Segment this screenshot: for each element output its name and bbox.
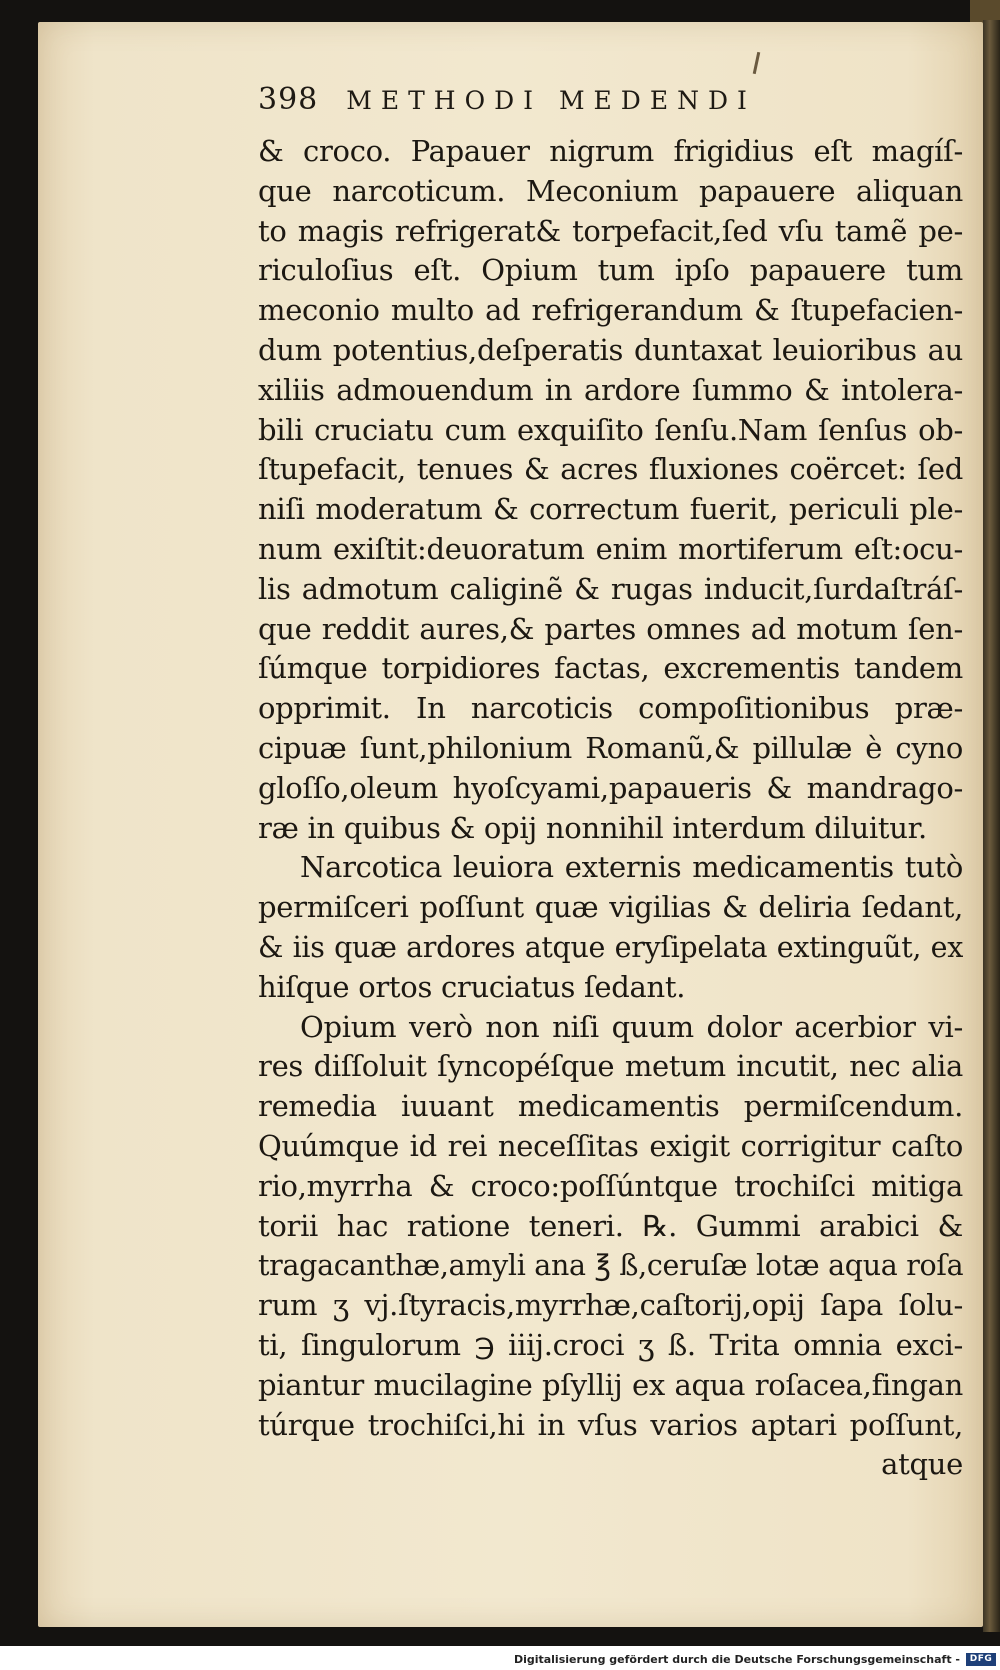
text-line: riculoſius eſt. Opium tum ipſo papauere tum xyxy=(258,253,963,288)
text-line: xiliis admouendum in ardore ſummo & intolera- xyxy=(258,372,963,407)
text-line: & croco. Papauer nigrum frigidius eſt magíſ- xyxy=(258,134,963,168)
text-line: lis admotum caliginẽ & rugas inducit,ſurdaſtráſ- xyxy=(258,571,963,606)
text-line: res diſſoluit ſyncopéſque metum incutit, nec alia xyxy=(258,1049,963,1084)
running-title: METHODI MEDENDI xyxy=(346,86,756,115)
catchword: atque xyxy=(881,1447,963,1482)
text-line: Opium verò non niſi quum dolor acerbior vi- xyxy=(300,1009,963,1044)
text-line: que reddit aures,& partes omnes ad motum ſen- xyxy=(258,611,963,646)
text-line: piantur mucilagine pſyllij ex aqua roſacea,fingan xyxy=(258,1367,963,1402)
footer-credit: Digitalisierung gefördert durch die Deutsche Forschungsgemeinschaft - xyxy=(513,1652,960,1666)
text-line: ſtupefacit, tenues & acres fluxiones coërcet: ſed xyxy=(258,452,963,487)
text-line: torii hac ratione teneri. ℞. Gummi arabici & xyxy=(258,1208,963,1243)
text-line: remedia iuuant medicamentis permiſcendum. xyxy=(258,1089,963,1124)
text-line: & iis quæ ardores atque eryſipelata extinguũt, ex xyxy=(258,930,963,964)
text-line: hiſque ortos cruciatus ſedant. xyxy=(258,969,686,1004)
text-line: gloſſo,oleum hyoſcyami,papaueris & mandrago- xyxy=(258,770,963,805)
text-line: rum ʒ vj.ſtyracis,myrrhæ,caſtorij,opij ſapa ſolu- xyxy=(258,1288,963,1323)
text-line: ſúmque torpidiores factas, excrementis tandem xyxy=(258,651,963,686)
text-line: que narcoticum. Meconium papauere aliquan xyxy=(258,173,963,208)
text-line: num exiſtit:deuoratum enim mortiferum eſt:ocu- xyxy=(258,531,963,566)
text-line: tragacanthæ,amyli ana ℥ ß,ceruſæ lotæ aqua roſa xyxy=(258,1249,964,1283)
text-line: ræ in quibus & opij nonnihil interdum diluitur. xyxy=(258,810,927,845)
text-line: cipuæ ſunt,philonium Romanũ,& pillulæ è cyno xyxy=(258,730,963,765)
digitization-footer xyxy=(0,1648,1000,1670)
text-line: meconio multo ad refrigerandum & ſtupefacien- xyxy=(258,293,963,328)
dfg-logo: DFG xyxy=(966,1653,996,1666)
text-line: Quúmque id rei neceſſitas exigit corrigitur caſto xyxy=(258,1128,963,1163)
body-text xyxy=(258,132,963,1485)
text-line: ti, ſingulorum ℈ iiij.croci ʒ ß. Trita omnia exci- xyxy=(258,1327,963,1362)
text-line: dum potentius,deſperatis duntaxat leuioribus au xyxy=(258,332,963,367)
text-line: niſi moderatum & correctum fuerit, periculi ple- xyxy=(258,492,963,527)
text-line: Narcotica leuiora externis medicamentis tutò xyxy=(300,850,963,885)
text-line: opprimit. In narcoticis compoſitionibus præ- xyxy=(258,691,963,726)
running-head xyxy=(258,82,868,122)
book-edge xyxy=(983,20,1000,1632)
text-line: permiſceri poſſunt quæ vigilias & deliria ſedant, xyxy=(258,890,963,925)
text-line: rio,myrrha & croco:poſſúntque trochiſci mitiga xyxy=(258,1168,963,1203)
text-line: túrque trochiſci,hi in vſus varios aptari poſſunt, xyxy=(258,1407,963,1442)
text-line: bili cruciatu cum exquiſito ſenſu.Nam ſenſus ob- xyxy=(258,412,963,447)
text-line: to magis refrigerat& torpefacit,ſed vſu tamẽ pe- xyxy=(258,213,963,248)
page-number: 398 xyxy=(258,82,319,117)
